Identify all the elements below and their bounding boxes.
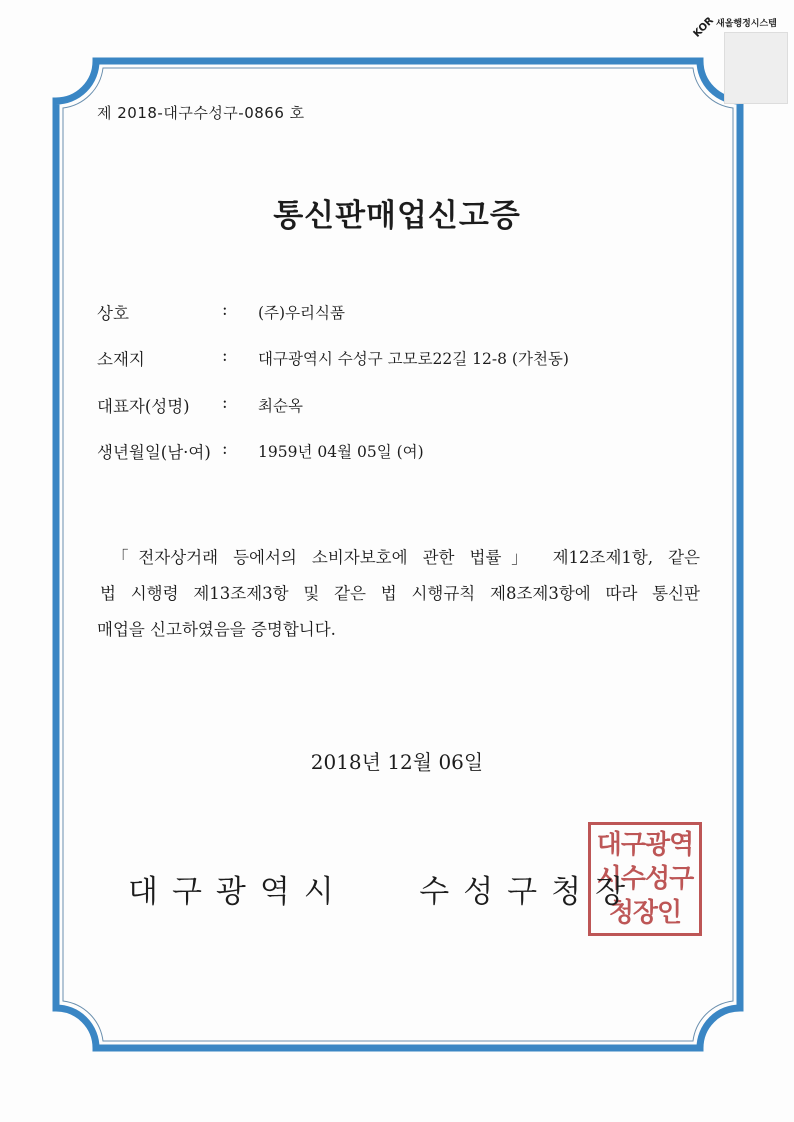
body-line-3: 매업을 신고하였음을 증명합니다. <box>97 620 336 639</box>
issue-date: 2018년 12월 06일 <box>310 750 484 774</box>
field-label-birthdate: 생년월일(남·여) <box>97 443 211 462</box>
seal-box <box>724 32 788 104</box>
page-title: 통신판매업신고증 <box>273 198 521 234</box>
stamp-line: 시수성구 <box>596 864 694 894</box>
field-label-address: 소재지 <box>97 350 145 369</box>
field-value-trade-name: (주)우리식품 <box>258 304 345 322</box>
field-label-trade-name: 상호 <box>97 304 129 323</box>
field-colon: : <box>222 439 228 458</box>
issuer-name: 대구광역시 수성구청장 <box>128 874 640 910</box>
saeol-system-seal <box>686 14 786 102</box>
seal-kor-logo: KOR <box>691 15 716 40</box>
field-label-representative: 대표자(성명) <box>97 397 190 416</box>
field-colon: : <box>222 393 228 412</box>
seal-system-name: 새올행정시스템 <box>716 19 777 29</box>
document-number: 제 2018-대구수성구-0866 호 <box>97 104 305 122</box>
field-value-representative: 최순옥 <box>258 397 303 415</box>
stamp-line: 청장인 <box>608 898 682 928</box>
stamp-line: 대구광역 <box>596 830 694 860</box>
body-line-2: 법 시행령 제13조제3항 및 같은 법 시행규칙 제8조제3항에 따라 통신판 <box>100 584 700 603</box>
field-value-birthdate: 1959년 04월 05일 (여) <box>258 443 424 461</box>
field-value-address: 대구광역시 수성구 고모로22길 12-8 (가천동) <box>258 350 569 368</box>
field-colon: : <box>222 346 228 365</box>
field-colon: : <box>222 300 228 319</box>
body-line-1: 「전자상거래 등에서의 소비자보호에 관한 법률」 제12조제1항, 같은 <box>112 548 700 567</box>
